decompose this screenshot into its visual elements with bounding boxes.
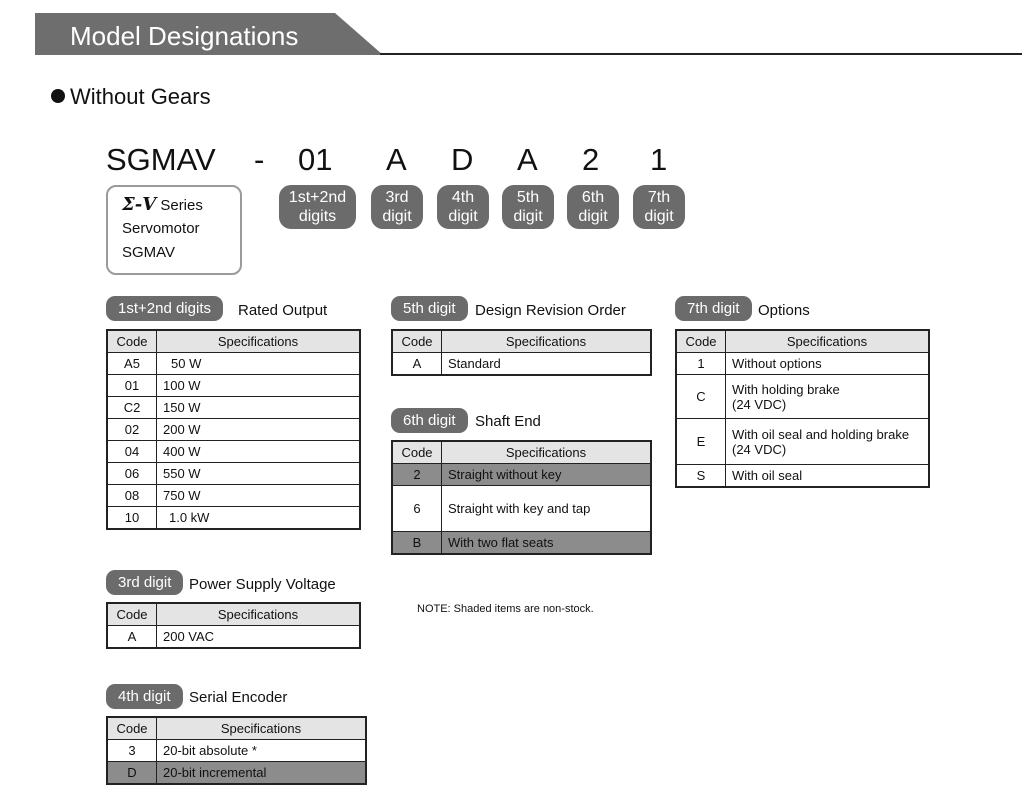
table-row xyxy=(676,465,929,487)
table-row-shaded xyxy=(107,762,366,784)
col-spec: Specifications xyxy=(726,330,930,353)
digit-pill-1st-2nd xyxy=(279,185,356,229)
table-title-design-revision: Design Revision Order xyxy=(475,302,626,319)
code-cell: A xyxy=(107,626,157,648)
model-digit-7: 1 xyxy=(650,142,668,177)
spec-cell: 20-bit incremental xyxy=(157,762,367,784)
series-line-1 xyxy=(122,194,203,215)
series-line-3: SGMAV xyxy=(122,244,176,261)
spec-cell: 150 W xyxy=(157,397,361,419)
code-cell: A xyxy=(392,353,442,375)
col-code: Code xyxy=(107,330,157,353)
spec-cell: 750 W xyxy=(157,485,361,507)
bullet-icon xyxy=(51,89,65,103)
table-row xyxy=(107,441,360,463)
spec-line: With holding brake xyxy=(732,381,840,397)
tag-6th-digit: 6th digit xyxy=(391,408,468,433)
code-cell: 06 xyxy=(107,463,157,485)
spec-cell xyxy=(726,419,930,465)
pill-line: 3rd xyxy=(385,189,409,206)
table-row xyxy=(392,353,651,375)
table-title-shaft-end: Shaft End xyxy=(475,413,541,430)
pill-line: digit xyxy=(644,208,674,225)
power-supply-table xyxy=(106,602,361,649)
code-cell: C2 xyxy=(107,397,157,419)
col-spec: Specifications xyxy=(157,330,361,353)
pill-line: 7th xyxy=(647,189,671,206)
code-cell: 04 xyxy=(107,441,157,463)
pill-line: digits xyxy=(298,208,337,225)
code-cell: 2 xyxy=(392,464,442,486)
table-row-shaded xyxy=(392,532,651,554)
spec-cell: 20-bit absolute * xyxy=(157,740,367,762)
model-digit-3: A xyxy=(386,142,407,177)
pill-line: digit xyxy=(578,208,608,225)
spec-cell: Without options xyxy=(726,353,930,375)
table-row xyxy=(107,485,360,507)
col-code: Code xyxy=(676,330,726,353)
table-header-row xyxy=(392,441,651,464)
spec-cell: Straight without key xyxy=(442,464,652,486)
code-cell: D xyxy=(107,762,157,784)
code-cell: B xyxy=(392,532,442,554)
table-row xyxy=(676,419,929,465)
table-header-row xyxy=(676,330,929,353)
tag-5th-digit: 5th digit xyxy=(391,296,468,321)
spec-cell: 1.0 kW xyxy=(157,507,361,529)
spec-line: (24 VDC) xyxy=(732,441,787,457)
col-code: Code xyxy=(392,330,442,353)
table-row xyxy=(107,507,360,529)
spec-cell: 400 W xyxy=(157,441,361,463)
table-row-shaded xyxy=(392,464,651,486)
table-row xyxy=(676,353,929,375)
spec-cell: Straight with key and tap xyxy=(442,486,652,532)
code-cell: 3 xyxy=(107,740,157,762)
col-code: Code xyxy=(107,717,157,740)
table-header-row xyxy=(107,603,360,626)
spec-line: With oil seal and holding brake xyxy=(732,426,910,442)
table-title-serial-encoder: Serial Encoder xyxy=(189,689,288,706)
digit-pill-3rd xyxy=(371,185,423,229)
tag-7th-digit: 7th digit xyxy=(675,296,752,321)
table-header-row xyxy=(392,330,651,353)
col-code: Code xyxy=(392,441,442,464)
spec-cell: With oil seal xyxy=(726,465,930,487)
table-header-row xyxy=(107,330,360,353)
table-row xyxy=(392,486,651,532)
spec-cell: 50 W xyxy=(157,353,361,375)
note-text: NOTE: Shaded items are non-stock. xyxy=(417,603,594,615)
col-spec: Specifications xyxy=(157,603,361,626)
code-cell: 1 xyxy=(676,353,726,375)
spec-cell xyxy=(726,375,930,419)
shaft-end-table xyxy=(391,440,652,555)
table-row xyxy=(107,375,360,397)
pill-line: 5th xyxy=(516,189,540,206)
col-spec: Specifications xyxy=(157,717,367,740)
spec-line: (24 VDC) xyxy=(732,396,787,412)
table-title-options: Options xyxy=(758,302,810,319)
tag-3rd-digit: 3rd digit xyxy=(106,570,183,595)
spec-cell: With two flat seats xyxy=(442,532,652,554)
table-row xyxy=(107,397,360,419)
pill-line: digit xyxy=(382,208,412,225)
rated-output-table xyxy=(106,329,361,530)
series-line-2: Servomotor xyxy=(122,220,200,237)
pill-line: 4th xyxy=(451,189,475,206)
spec-cell: 100 W xyxy=(157,375,361,397)
pill-line: digit xyxy=(448,208,478,225)
design-revision-table xyxy=(391,329,652,376)
col-code: Code xyxy=(107,603,157,626)
table-row xyxy=(107,419,360,441)
tag-4th-digit: 4th digit xyxy=(106,684,183,709)
code-cell: 02 xyxy=(107,419,157,441)
model-dash: - xyxy=(254,142,265,177)
code-cell: 08 xyxy=(107,485,157,507)
pill-line: 1st+2nd xyxy=(288,189,347,206)
col-spec: Specifications xyxy=(442,330,652,353)
model-digit-6: 2 xyxy=(582,142,600,177)
code-cell: S xyxy=(676,465,726,487)
digit-pill-5th xyxy=(502,185,554,229)
pill-line: 6th xyxy=(581,189,605,206)
code-cell: 6 xyxy=(392,486,442,532)
table-row xyxy=(107,626,360,648)
options-table xyxy=(675,329,930,488)
model-digit-4: D xyxy=(451,142,474,177)
serial-encoder-table xyxy=(106,716,367,785)
col-spec: Specifications xyxy=(442,441,652,464)
code-cell: 01 xyxy=(107,375,157,397)
code-cell: E xyxy=(676,419,726,465)
code-cell: A5 xyxy=(107,353,157,375)
page-title: Model Designations xyxy=(70,21,299,51)
spec-cell: 200 VAC xyxy=(157,626,361,648)
code-cell: 10 xyxy=(107,507,157,529)
model-digits-1-2: 01 xyxy=(298,142,333,177)
sigma-v-logo: Σ-V xyxy=(122,194,157,215)
header-rule xyxy=(380,53,1022,55)
pill-line: digit xyxy=(513,208,543,225)
table-title-power-supply: Power Supply Voltage xyxy=(189,576,336,593)
model-digit-5: A xyxy=(517,142,538,177)
model-prefix: SGMAV xyxy=(106,142,216,177)
spec-cell: Standard xyxy=(442,353,652,375)
spec-cell: 200 W xyxy=(157,419,361,441)
series-label: Series xyxy=(160,197,203,214)
digit-pill-4th xyxy=(437,185,489,229)
code-cell: C xyxy=(676,375,726,419)
tag-1st-2nd-digits: 1st+2nd digits xyxy=(106,296,223,321)
section-title: Without Gears xyxy=(70,84,211,109)
table-header-row xyxy=(107,717,366,740)
digit-pill-6th xyxy=(567,185,619,229)
table-row xyxy=(676,375,929,419)
table-title-rated-output: Rated Output xyxy=(238,302,328,319)
table-row xyxy=(107,740,366,762)
table-row xyxy=(107,353,360,375)
spec-cell: 550 W xyxy=(157,463,361,485)
table-row xyxy=(107,463,360,485)
digit-pill-7th xyxy=(633,185,685,229)
